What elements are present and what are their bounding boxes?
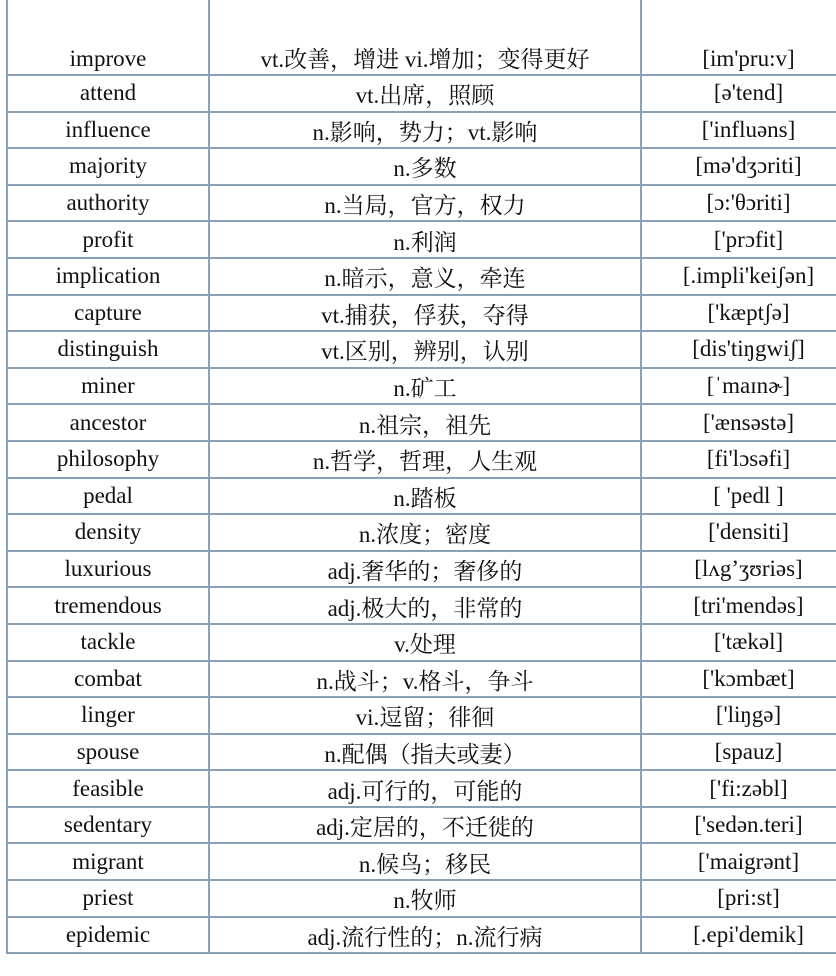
table-row bbox=[7, 258, 836, 295]
phonetic-cell-text: ['tækəl] bbox=[713, 629, 784, 655]
meaning-cell-text: n.暗示，意义，牵连 bbox=[324, 266, 526, 292]
meaning-cell-text: n.踏板 bbox=[393, 485, 457, 511]
word-cell bbox=[7, 331, 209, 368]
meaning-cell-text: vt.区别，辨别，认别 bbox=[321, 339, 529, 365]
table-row bbox=[7, 697, 836, 734]
word-cell-text: feasible bbox=[72, 775, 144, 801]
meaning-cell-text: vt.改善，增进 vi.增加；变得更好 bbox=[260, 47, 590, 72]
phonetic-cell-text: [lʌg’ʒʊriəs] bbox=[694, 556, 803, 582]
table-row bbox=[7, 295, 836, 332]
word-cell-text: authority bbox=[66, 190, 150, 216]
meaning-cell bbox=[209, 112, 641, 149]
meaning-cell-text: n.配偶（指夫或妻） bbox=[324, 741, 526, 767]
word-cell-text: majority bbox=[69, 153, 147, 179]
phonetic-cell bbox=[641, 295, 836, 332]
phonetic-cell bbox=[641, 514, 836, 551]
phonetic-cell bbox=[641, 185, 836, 222]
table-row bbox=[7, 75, 836, 112]
meaning-cell bbox=[209, 331, 641, 368]
word-cell-text: attend bbox=[79, 80, 137, 106]
meaning-cell-text: n.浓度；密度 bbox=[358, 522, 492, 548]
phonetic-cell bbox=[641, 148, 836, 185]
phonetic-cell-text: ['kæptʃə] bbox=[707, 299, 790, 325]
table-row bbox=[7, 331, 836, 368]
meaning-cell bbox=[209, 258, 641, 295]
phonetic-cell bbox=[641, 0, 836, 75]
meaning-cell bbox=[209, 880, 641, 917]
word-cell-text: density bbox=[74, 519, 142, 545]
meaning-cell bbox=[209, 441, 641, 478]
word-cell-text: implication bbox=[55, 263, 161, 289]
meaning-cell bbox=[209, 404, 641, 441]
table-row bbox=[7, 478, 836, 515]
phonetic-cell bbox=[641, 221, 836, 258]
word-cell-text: spouse bbox=[76, 738, 140, 764]
word-cell-text: philosophy bbox=[56, 446, 160, 472]
meaning-cell bbox=[209, 221, 641, 258]
meaning-cell bbox=[209, 770, 641, 807]
meaning-cell bbox=[209, 917, 641, 954]
meaning-cell-text: n.祖宗，祖先 bbox=[358, 412, 492, 438]
phonetic-cell-text: ['prɔfit] bbox=[713, 226, 784, 252]
meaning-cell-text: n.影响，势力；vt.影响 bbox=[312, 119, 538, 145]
meaning-cell-text: vi.逗留；徘徊 bbox=[355, 705, 495, 731]
vocabulary-table-body bbox=[7, 0, 836, 953]
meaning-cell bbox=[209, 807, 641, 844]
phonetic-cell bbox=[641, 441, 836, 478]
word-cell bbox=[7, 697, 209, 734]
phonetic-cell-text: [dis'tiŋgwiʃ] bbox=[692, 336, 805, 362]
phonetic-cell-text: ['densiti] bbox=[708, 519, 789, 545]
phonetic-cell bbox=[641, 258, 836, 295]
word-cell-text: linger bbox=[81, 702, 135, 728]
phonetic-cell bbox=[641, 880, 836, 917]
word-cell-text: luxurious bbox=[64, 556, 152, 582]
word-cell bbox=[7, 661, 209, 698]
phonetic-cell-text: [im'pru:v] bbox=[702, 46, 795, 71]
phonetic-cell-text: [pri:st] bbox=[717, 885, 780, 911]
phonetic-cell-text: [.impli'keiʃən] bbox=[682, 263, 815, 289]
phonetic-cell bbox=[641, 624, 836, 661]
word-cell-text: improve bbox=[69, 46, 147, 71]
word-cell bbox=[7, 441, 209, 478]
table-row bbox=[7, 551, 836, 588]
word-cell bbox=[7, 734, 209, 771]
word-cell bbox=[7, 478, 209, 515]
table-row bbox=[7, 917, 836, 954]
phonetic-cell-text: ['kɔmbæt] bbox=[702, 665, 795, 691]
phonetic-cell-text: [tri'mendəs] bbox=[693, 592, 804, 618]
phonetic-cell-text: [.epi'demik] bbox=[693, 921, 804, 947]
phonetic-cell bbox=[641, 661, 836, 698]
word-cell-text: distinguish bbox=[57, 336, 159, 362]
meaning-cell bbox=[209, 148, 641, 185]
phonetic-cell bbox=[641, 697, 836, 734]
table-row bbox=[7, 441, 836, 478]
word-cell-text: tackle bbox=[80, 629, 136, 655]
meaning-cell bbox=[209, 75, 641, 112]
word-cell bbox=[7, 514, 209, 551]
meaning-cell-text: n.战斗；v.格斗，争斗 bbox=[316, 668, 534, 694]
meaning-cell bbox=[209, 587, 641, 624]
word-cell bbox=[7, 112, 209, 149]
meaning-cell-text: n.利润 bbox=[393, 229, 457, 255]
word-cell-text: pedal bbox=[83, 482, 133, 508]
word-cell-text: influence bbox=[65, 116, 151, 142]
phonetic-cell-text: ['fi:zəbl] bbox=[709, 775, 788, 801]
table-row bbox=[7, 587, 836, 624]
meaning-cell bbox=[209, 478, 641, 515]
phonetic-cell bbox=[641, 331, 836, 368]
word-cell bbox=[7, 295, 209, 332]
phonetic-cell bbox=[641, 770, 836, 807]
phonetic-cell-text: ['influəns] bbox=[701, 116, 796, 142]
meaning-cell-text: n.多数 bbox=[393, 156, 457, 182]
meaning-cell-text: adj.极大的，非常的 bbox=[327, 595, 523, 621]
meaning-cell-text: n.哲学，哲理，人生观 bbox=[312, 449, 538, 475]
meaning-cell bbox=[209, 734, 641, 771]
phonetic-cell-text: ['liŋgə] bbox=[715, 702, 782, 728]
phonetic-cell-text: [ə'tend] bbox=[713, 80, 784, 106]
word-cell-text: combat bbox=[74, 665, 142, 691]
word-cell-text: miner bbox=[81, 373, 135, 399]
phonetic-cell bbox=[641, 551, 836, 588]
phonetic-cell bbox=[641, 843, 836, 880]
meaning-cell-text: n.牧师 bbox=[393, 888, 457, 914]
meaning-cell-text: adj.流行性的；n.流行病 bbox=[307, 924, 543, 950]
table-row bbox=[7, 404, 836, 441]
phonetic-cell-text: ['ænsəstə] bbox=[702, 409, 794, 435]
word-cell bbox=[7, 624, 209, 661]
phonetic-cell bbox=[641, 404, 836, 441]
meaning-cell bbox=[209, 368, 641, 405]
meaning-cell bbox=[209, 624, 641, 661]
word-cell-text: epidemic bbox=[65, 921, 151, 947]
word-cell bbox=[7, 148, 209, 185]
phonetic-cell bbox=[641, 75, 836, 112]
word-cell-text: sedentary bbox=[63, 812, 153, 838]
phonetic-cell-text: [spauz] bbox=[714, 738, 783, 764]
table-row bbox=[7, 221, 836, 258]
word-cell bbox=[7, 258, 209, 295]
meaning-cell-text: adj.奢华的；奢侈的 bbox=[327, 559, 523, 585]
phonetic-cell-text: [fi'lɔsəfi] bbox=[706, 446, 791, 472]
phonetic-cell bbox=[641, 478, 836, 515]
word-cell bbox=[7, 551, 209, 588]
meaning-cell-text: n.矿工 bbox=[393, 376, 457, 402]
word-cell-text: profit bbox=[82, 226, 134, 252]
phonetic-cell bbox=[641, 587, 836, 624]
word-cell bbox=[7, 75, 209, 112]
table-row bbox=[7, 661, 836, 698]
word-cell-text: priest bbox=[82, 885, 134, 911]
meaning-cell bbox=[209, 551, 641, 588]
word-cell-text: migrant bbox=[72, 848, 144, 874]
meaning-cell bbox=[209, 0, 641, 75]
meaning-cell-text: adj.可行的，可能的 bbox=[327, 778, 523, 804]
table-row bbox=[7, 112, 836, 149]
table-row bbox=[7, 843, 836, 880]
word-cell bbox=[7, 0, 209, 75]
phonetic-cell bbox=[641, 112, 836, 149]
meaning-cell-text: adj.定居的，不迁徙的 bbox=[316, 815, 534, 841]
word-cell bbox=[7, 185, 209, 222]
word-cell bbox=[7, 807, 209, 844]
table-row bbox=[7, 807, 836, 844]
meaning-cell bbox=[209, 514, 641, 551]
word-cell-text: ancestor bbox=[69, 409, 147, 435]
table-row bbox=[7, 624, 836, 661]
table-row bbox=[7, 148, 836, 185]
phonetic-cell-text: ['sedən.teri] bbox=[694, 812, 803, 838]
meaning-cell-text: vt.捕获，俘获，夺得 bbox=[321, 302, 529, 328]
phonetic-cell bbox=[641, 917, 836, 954]
table-row bbox=[7, 0, 836, 75]
phonetic-cell bbox=[641, 734, 836, 771]
word-cell-text: capture bbox=[74, 299, 142, 325]
table-row bbox=[7, 770, 836, 807]
word-cell bbox=[7, 368, 209, 405]
word-cell bbox=[7, 770, 209, 807]
table-row bbox=[7, 368, 836, 405]
word-cell bbox=[7, 880, 209, 917]
word-cell bbox=[7, 587, 209, 624]
meaning-cell-text: n.当局，官方，权力 bbox=[324, 193, 526, 219]
table-row bbox=[7, 514, 836, 551]
meaning-cell-text: vt.出席，照顾 bbox=[355, 83, 495, 109]
table-row bbox=[7, 185, 836, 222]
word-cell bbox=[7, 917, 209, 954]
phonetic-cell bbox=[641, 807, 836, 844]
meaning-cell bbox=[209, 843, 641, 880]
phonetic-cell-text: ['maigrənt] bbox=[697, 848, 800, 874]
meaning-cell bbox=[209, 295, 641, 332]
phonetic-cell-text: [ˈmaɪnɚ] bbox=[706, 373, 791, 399]
phonetic-cell-text: [ 'pedl ] bbox=[713, 482, 784, 508]
meaning-cell bbox=[209, 185, 641, 222]
meaning-cell bbox=[209, 697, 641, 734]
phonetic-cell-text: [ɔ:'θɔriti] bbox=[706, 190, 791, 216]
vocabulary-table bbox=[6, 0, 836, 954]
phonetic-cell-text: [mə'dʒɔriti] bbox=[695, 153, 802, 179]
table-row bbox=[7, 880, 836, 917]
word-cell-text: tremendous bbox=[54, 592, 162, 618]
meaning-cell-text: n.候鸟；移民 bbox=[358, 851, 492, 877]
word-cell bbox=[7, 843, 209, 880]
meaning-cell bbox=[209, 661, 641, 698]
word-cell bbox=[7, 404, 209, 441]
word-cell bbox=[7, 221, 209, 258]
phonetic-cell bbox=[641, 368, 836, 405]
meaning-cell-text: v.处理 bbox=[394, 632, 456, 658]
table-row bbox=[7, 734, 836, 771]
